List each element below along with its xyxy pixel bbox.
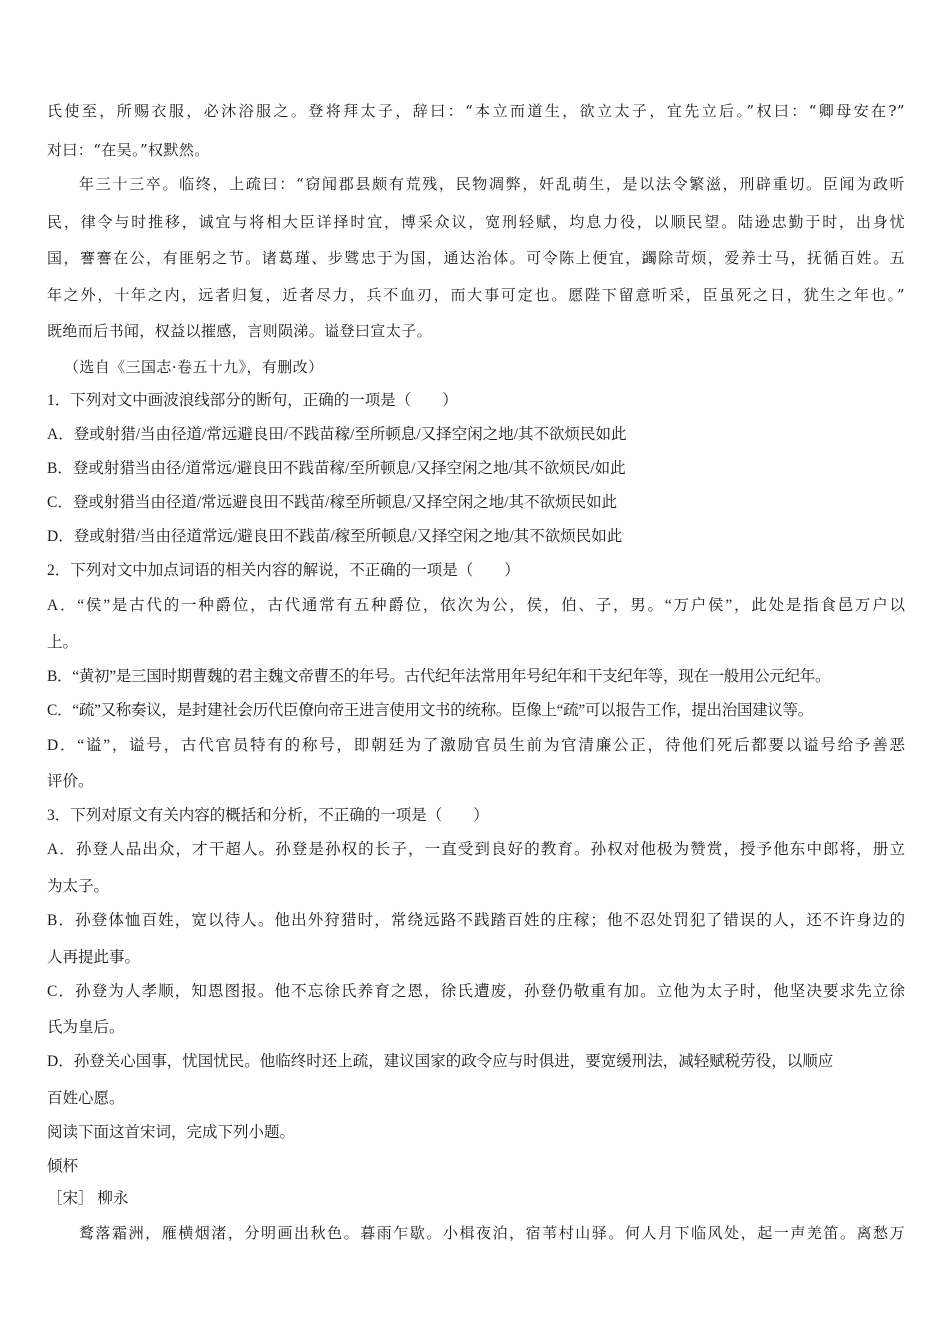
q1-option-a: A．登或射猎/当由径道/常远避良田/不践苗稼/至所顿息/又择空闲之地/其不欲烦民如此	[47, 426, 627, 443]
passage-p1-line2: 对曰：“在吴。”权默然。	[47, 141, 210, 159]
q3-option-c-line1: C．孙登为人孝顺，知恩图报。他不忘徐氏养育之恩，徐氏遭废，孙登仍敬重有加。立他为太子时，他坚决要求先立徐	[47, 983, 905, 1000]
q2-stem: 2．下列对文中加点词语的相关内容的解说，不正确的一项是（ ）	[47, 562, 520, 579]
passage-p2-line2: 民，律令与时推移，诚宜与将相大臣详择时宜，博采众议，宽刑轻赋，均息力役，以顺民望。陆逊忠勤于时，出身忧	[47, 213, 905, 231]
q2-option-d-line1: D．“谥”，谥号，古代官员特有的称号，即朝廷为了激励官员生前为官清廉公正，待他们死后都要以谥号给予善恶	[47, 737, 905, 754]
passage-p2-line4: 年之外，十年之内，远者归复，近者尽力，兵不血刃，而大事可定也。愿陛下留意听采，臣虽死之日，犹生之年也。”	[47, 286, 905, 304]
passage-p2-line1: 年三十三卒。临终，上疏曰：“窃闻郡县颇有荒残，民物凋弊，奸乱萌生，是以法令繁滋，刑辟重切。臣闻为政听	[79, 175, 905, 193]
q1-option-b: B．登或射猎当由径/道常远/避良田不践苗稼/至所顿息/又择空闲之地/其不欲烦民/如此	[47, 460, 626, 477]
q3-stem: 3．下列对原文有关内容的概括和分析，不正确的一项是（ ）	[47, 807, 489, 824]
poem-author: ［宋］ 柳永	[47, 1190, 129, 1207]
q1-option-c: C．登或射猎当由径道/常远避良田不践苗/稼至所顿息/又择空闲之地/其不欲烦民如此	[47, 494, 618, 511]
q3-option-b-line1: B．孙登体恤百姓，宽以待人。他出外狩猎时，常绕远路不践踏百姓的庄稼；他不忍处罚犯了错误的人，还不许身边的	[47, 912, 905, 929]
q3-option-d-line2: 百姓心愿。	[47, 1090, 125, 1107]
passage-p2-line5: 既绝而后书闻，权益以摧感，言则陨涕。谥登曰宣太子。	[47, 322, 433, 340]
q3-option-b-line2: 人再提此事。	[47, 949, 141, 966]
q3-option-a-line2: 为太子。	[47, 878, 110, 895]
passage-p1-line1: 氏使至，所赐衣服，必沐浴服之。登将拜太子，辞曰：“本立而道生，欲立太子，宜先立后。”权曰：“卿母安在?”	[47, 102, 905, 120]
q1-option-d: D．登或射猎/当由径道常远/避良田不践苗/稼至所顿息/又择空闲之地/其不欲烦民如此	[47, 528, 623, 545]
q2-option-b: B．“黄初”是三国时期曹魏的君主魏文帝曹丕的年号。古代纪年法常用年号纪年和干支纪年等，现在一般用公元纪年。	[47, 668, 831, 685]
passage-source: （选自《三国志·卷五十九》，有删改）	[64, 358, 324, 376]
passage-p2-line3: 国，謇謇在公，有匪躬之节。诸葛瑾、步骘忠于为国，通达治体。可令陈上便宜，蠲除苛烦，爱养士马，抚循百姓。五	[47, 249, 905, 267]
q2-option-d-line2: 评价。	[47, 773, 94, 790]
q2-option-c: C．“疏”又称奏议，是封建社会历代臣僚向帝王进言使用文书的统称。臣像上“疏”可以报告工作，提出治国建议等。	[47, 702, 813, 719]
q3-option-d-line1: D．孙登关心国事，忧国忧民。他临终时还上疏，建议国家的政令应与时俱进，要宽缓刑法，减轻赋税劳役，以顺应	[47, 1053, 834, 1070]
q2-option-a-line1: A．“侯”是古代的一种爵位，古代通常有五种爵位，依次为公，侯，伯、子，男。“万户侯”，此处是指食邑万户以	[47, 597, 905, 614]
q1-stem: 1．下列对文中画波浪线部分的断句，正确的一项是（ ）	[47, 392, 458, 409]
q2-option-a-line2: 上。	[47, 634, 79, 651]
poem-title: 倾杯	[47, 1158, 79, 1175]
q3-option-c-line2: 氏为皇后。	[47, 1019, 125, 1036]
poem-intro: 阅读下面这首宋词，完成下列小题。	[47, 1124, 296, 1141]
q3-option-a-line1: A．孙登人品出众，才干超人。孙登是孙权的长子，一直受到良好的教育。孙权对他极为赞赏，授予他东中郎将，册立	[47, 841, 905, 858]
poem-text-line1: 鹜落霜洲，雁横烟渚，分明画出秋色。暮雨乍歇。小楫夜泊，宿苇村山驿。何人月下临风处，起一声羌笛。离愁万	[79, 1224, 905, 1242]
